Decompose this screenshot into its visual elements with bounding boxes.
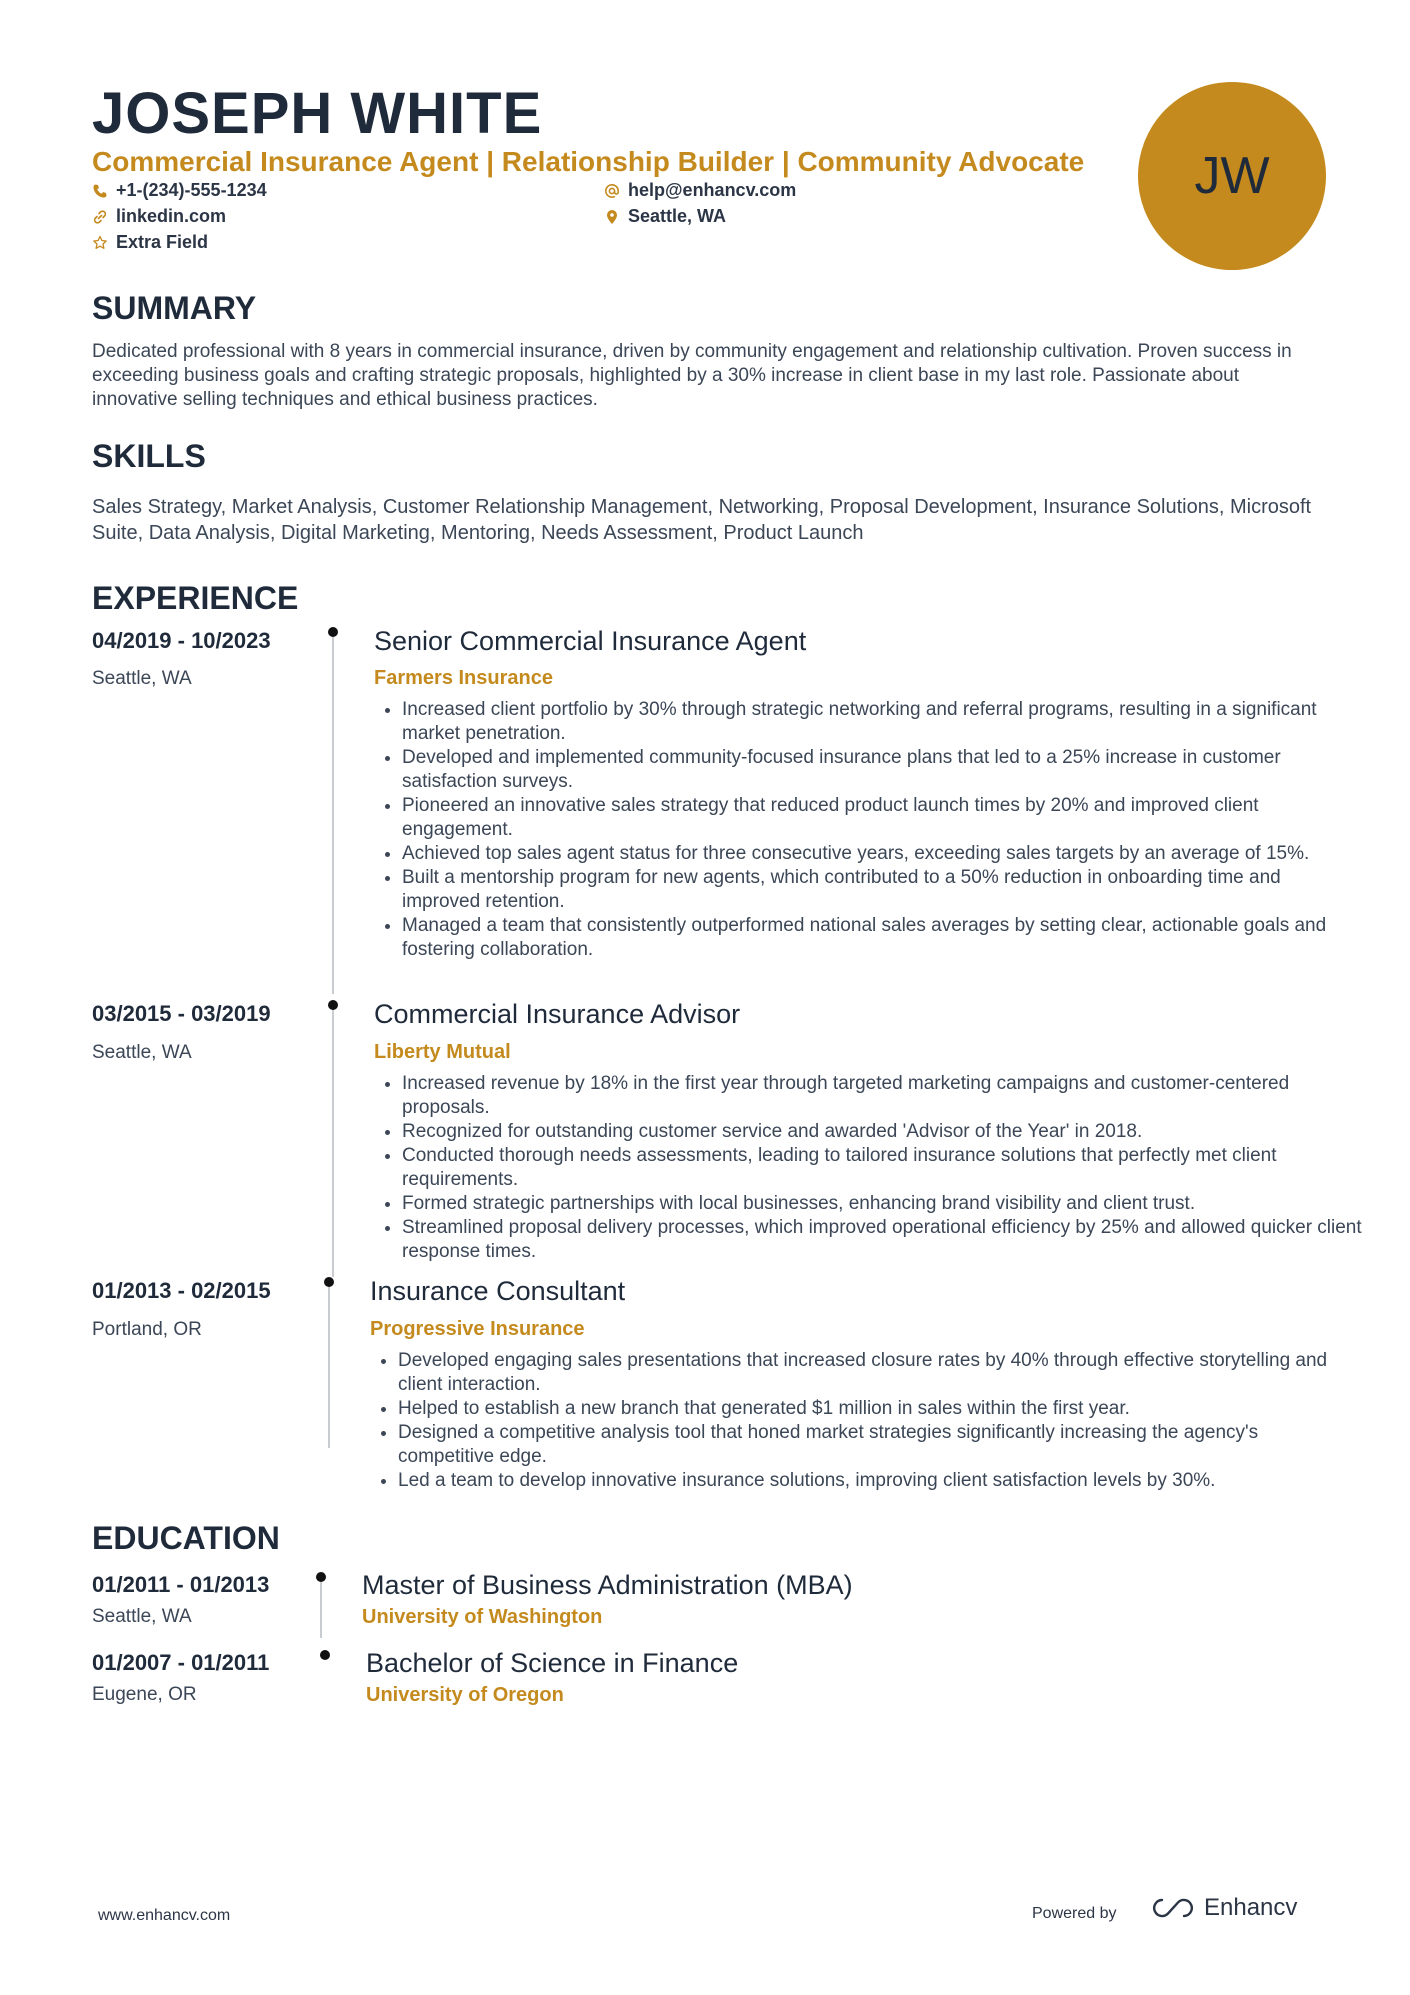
education-degree: Master of Business Administration (MBA) <box>362 1570 853 1600</box>
list-item: • Formed strategic partnerships with local businesses, enhancing brand visibility and client trust. <box>402 1192 1362 1216</box>
timeline-line <box>328 1282 330 1448</box>
job-role: Insurance Consultant <box>370 1276 626 1306</box>
education-title: EDUCATION <box>92 1520 280 1556</box>
location-pin-icon <box>604 209 620 225</box>
timeline-dot <box>328 627 338 637</box>
list-item: • Led a team to develop innovative insurance solutions, improving client satisfaction levels by 30%. <box>398 1469 1358 1493</box>
education-school: University of Oregon <box>366 1684 564 1706</box>
list-item: • Increased client portfolio by 30% through strategic networking and referral programs, resulting in a significant market penetration. <box>402 698 1362 746</box>
list-item: • Conducted thorough needs assessments, leading to tailored insurance solutions that perfectly met client requirements. <box>402 1144 1362 1192</box>
contact-email[interactable] <box>604 180 796 201</box>
candidate-name: JOSEPH WHITE <box>92 81 543 146</box>
extra-text: Extra Field <box>116 232 209 252</box>
timeline-line <box>332 632 334 994</box>
contact-linkedin[interactable] <box>92 206 226 227</box>
education-location: Eugene, OR <box>92 1684 197 1705</box>
footer-powered-by: Powered by <box>1032 1905 1117 1922</box>
timeline-dot <box>324 1277 334 1287</box>
list-item: • Managed a team that consistently outperformed national sales averages by setting clear, actionable goals and fostering collaboration. <box>402 914 1362 962</box>
contact-location <box>604 206 726 227</box>
job-dates: 01/2013 - 02/2015 <box>92 1278 271 1303</box>
linkedin-text: linkedin.com <box>116 206 227 226</box>
link-icon <box>92 209 108 225</box>
phone-icon <box>92 183 108 199</box>
job-dates: 03/2015 - 03/2019 <box>92 1001 271 1026</box>
skills-title: SKILLS <box>92 438 206 474</box>
timeline-dot <box>316 1572 326 1582</box>
avatar-initials: JW <box>1194 147 1270 205</box>
experience-title: EXPERIENCE <box>92 580 299 616</box>
list-item: • Helped to establish a new branch that generated $1 million in sales within the first year. <box>398 1397 1358 1421</box>
list-item: • Built a mentorship program for new agents, which contributed to a 50% reduction in onboarding time and improved retention. <box>402 866 1362 914</box>
education-dates: 01/2011 - 01/2013 <box>92 1572 270 1597</box>
education-dates: 01/2007 - 01/2011 <box>92 1650 270 1675</box>
list-item: • Developed engaging sales presentations that increased closure rates by 40% through effective storytelling and client interaction. <box>398 1349 1358 1397</box>
candidate-tagline: Commercial Insurance Agent | Relationship Builder | Community Advocate <box>92 146 1085 177</box>
star-icon <box>92 235 108 251</box>
job-company: Liberty Mutual <box>374 1041 511 1063</box>
email-text: help@enhancv.com <box>628 180 797 200</box>
footer-website[interactable]: www.enhancv.com <box>98 1907 231 1924</box>
at-icon <box>604 183 620 199</box>
job-company: Progressive Insurance <box>370 1318 585 1340</box>
education-location: Seattle, WA <box>92 1606 192 1627</box>
summary-title: SUMMARY <box>92 290 257 326</box>
job-bullets <box>370 1349 1358 1493</box>
location-text: Seattle, WA <box>628 206 727 226</box>
job-location: Seattle, WA <box>92 1042 192 1063</box>
phone-text: +1-(234)-555-1234 <box>116 180 267 200</box>
avatar <box>1138 82 1326 270</box>
list-item: • Designed a competitive analysis tool that honed market strategies significantly increasing the agency's competitive edge. <box>398 1421 1358 1469</box>
list-item: • Pioneered an innovative sales strategy that reduced product launch times by 20% and improved client engagement. <box>402 794 1362 842</box>
job-bullets <box>374 698 1362 962</box>
job-company: Farmers Insurance <box>374 667 553 689</box>
brand-name: Enhancv <box>1204 1894 1298 1921</box>
list-item: • Developed and implemented community-focused insurance plans that led to a 25% increase in customer satisfaction surveys. <box>402 746 1362 794</box>
job-dates: 04/2019 - 10/2023 <box>92 628 271 653</box>
contact-extra <box>92 232 208 253</box>
job-role: Senior Commercial Insurance Agent <box>374 626 807 656</box>
list-item: • Increased revenue by 18% in the first year through targeted marketing campaigns and customer-centered proposals. <box>402 1072 1362 1120</box>
brand-logo[interactable] <box>1150 1894 1297 1922</box>
timeline-line <box>332 1005 334 1277</box>
list-item: • Streamlined proposal delivery processes, which improved operational efficiency by 25% and allowed quicker client response times. <box>402 1216 1362 1264</box>
list-item: • Recognized for outstanding customer service and awarded 'Advisor of the Year' in 2018. <box>402 1120 1362 1144</box>
education-school: University of Washington <box>362 1606 603 1628</box>
job-bullets <box>374 1072 1362 1264</box>
summary-text: Dedicated professional with 8 years in commercial insurance, driven by community engagement and relationship cultivation. Proven success in exceeding business goals and crafting strategic proposals, highlighted by a 30% increase in client base in my last role. Passionate about innovative selling techniques and ethical business practices. <box>92 341 1292 410</box>
education-degree: Bachelor of Science in Finance <box>366 1648 739 1678</box>
job-location: Portland, OR <box>92 1319 202 1340</box>
job-location: Seattle, WA <box>92 668 192 689</box>
skills-text: Sales Strategy, Market Analysis, Customer Relationship Management, Networking, Proposal Development, Insurance Solutions, Microsoft Suite, Data Analysis, Digital Marketing, Mentoring, Needs Assessment, Product Launch <box>92 496 1312 544</box>
timeline-dot <box>328 1000 338 1010</box>
timeline-line <box>320 1578 322 1638</box>
job-role: Commercial Insurance Advisor <box>374 999 741 1029</box>
timeline-dot <box>320 1650 330 1660</box>
list-item: • Achieved top sales agent status for three consecutive years, exceeding sales targets by an average of 15%. <box>402 842 1362 866</box>
contact-phone[interactable] <box>92 180 267 201</box>
enhancv-logo-icon <box>1150 1896 1196 1920</box>
